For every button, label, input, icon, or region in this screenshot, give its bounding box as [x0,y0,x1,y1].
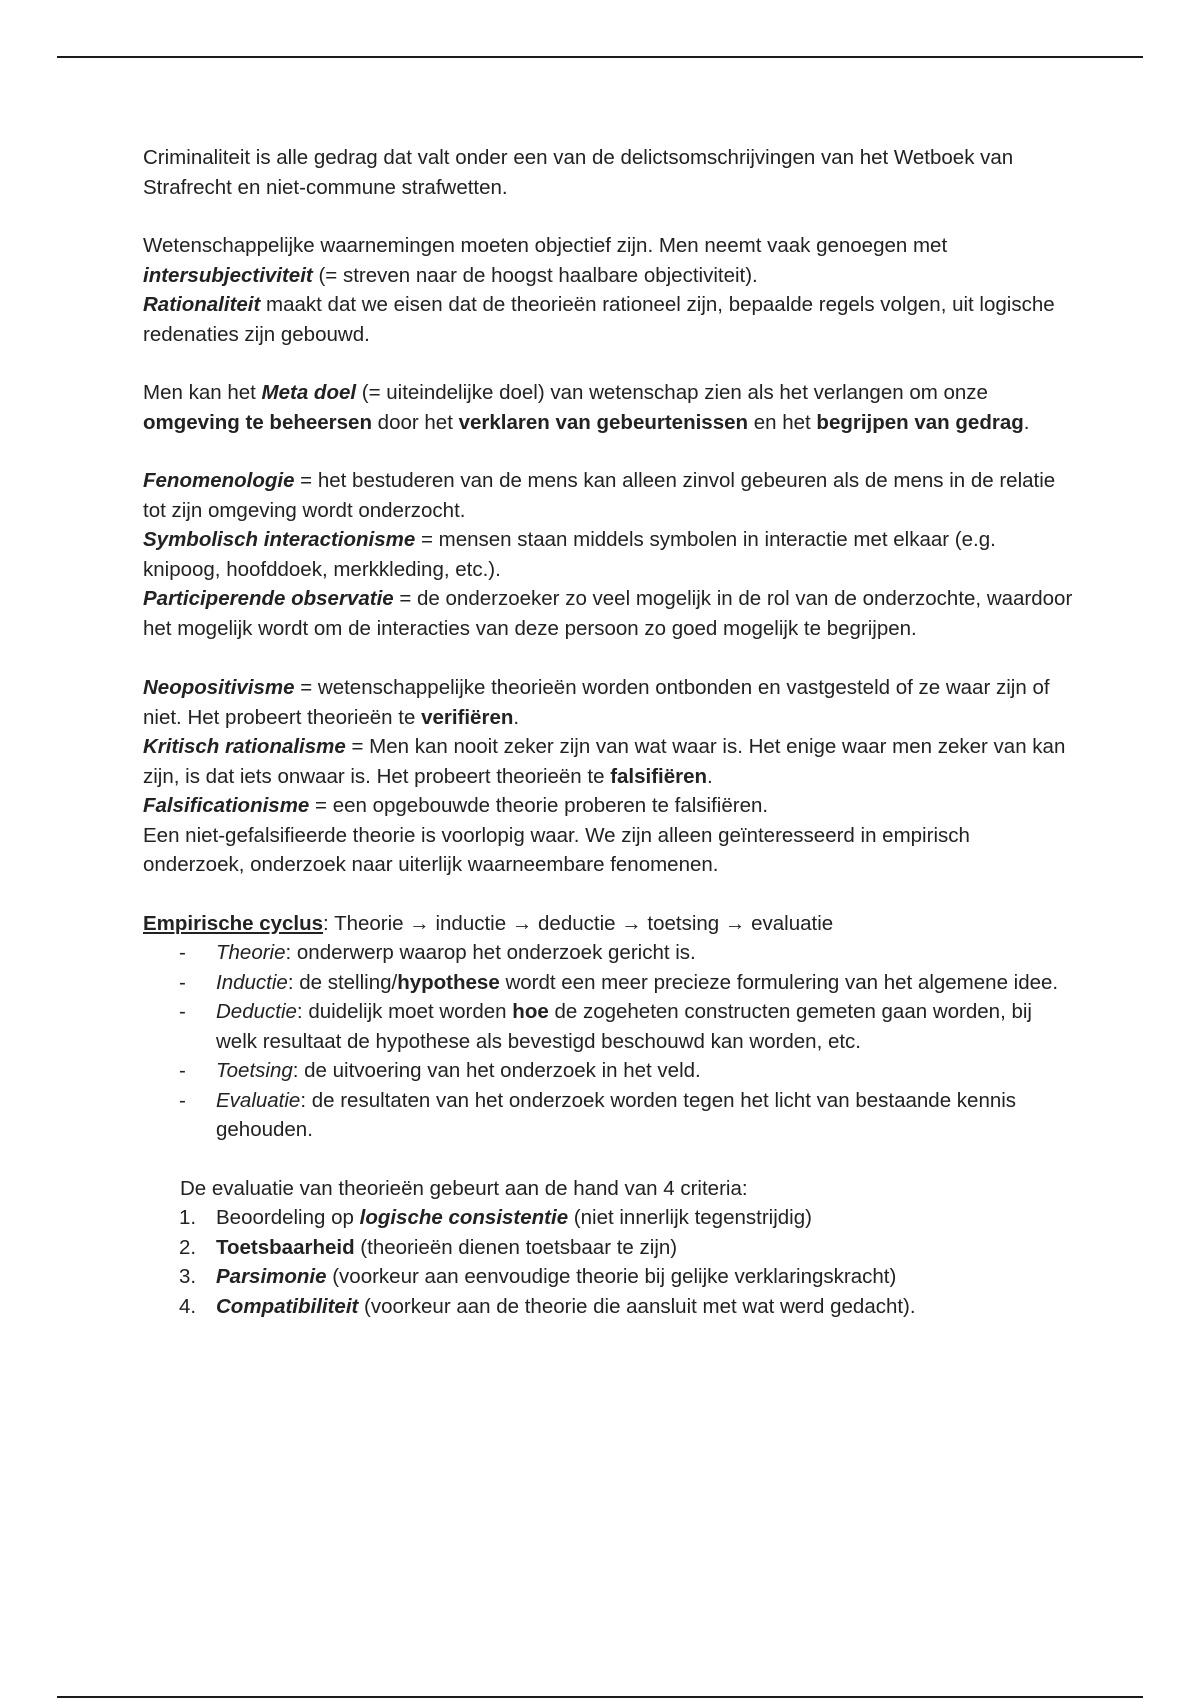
list-item: - Inductie: de stelling/hypothese wordt een meer precieze formulering van het algemene idee. [216,968,1073,998]
term-meta-doel: Meta doel [261,381,357,404]
paragraph-metadoel: Men kan het Meta doel (= uiteindelijke doel) van wetenschap zien als het verlangen om onze omgeving te beheersen door het verklaren van gebeurtenissen en het begrijpen van gedrag. [143,381,1030,434]
term-participerende-observatie: Participerende observatie [143,587,394,610]
definition-kritisch-rationalisme: Kritisch rationalisme = Men kan nooit zeker zijn van wat waar is. Het enige waar men zeker van kan zijn, is dat iets onwaar is. Het probeert theorieën te falsifiëren. [143,735,1066,788]
section-stromingen [143,466,1073,643]
list-item: - Toetsing: de uitvoering van het onderzoek in het veld. [216,1056,1073,1086]
term-kritisch-rationalisme: Kritisch rationalisme [143,735,346,758]
paragraph-objectiviteit: Wetenschappelijke waarnemingen moeten objectief zijn. Men neemt vaak genoegen met intersubjectiviteit (= streven naar de hoogst haalbare objectiviteit). Rationaliteit maakt dat we eisen dat de theorieën rationeel zijn, bepaalde regels volgen, uit logische redenaties zijn gebouwd. [143,234,1055,346]
term-falsificationisme: Falsificationisme [143,794,310,817]
criteria-intro: De evaluatie van theorieën gebeurt aan de hand van 4 criteria: [180,1176,748,1200]
definition-falsificationisme: Falsificationisme = een opgebouwde theorie proberen te falsifiëren. [143,794,769,817]
definition-symbolisch-interactionisme: Symbolisch interactionisme = mensen staan middels symbolen in interactie met elkaar (e.g. knipoog, hoofddoek, merkkleding, etc.). [143,528,996,581]
paragraph-criminaliteit: Criminaliteit is alle gedrag dat valt onder een van de delictsomschrijvingen van het Wetboek van Strafrecht en niet-commune strafwetten. [143,146,1014,199]
paragraph-niet-gefalsifieerd: Een niet-gefalsifieerde theorie is voorlopig waar. We zijn alleen geïnteresseerd in empirisch onderzoek, onderzoek naar uiterlijk waarneembare fenomenen. [143,823,970,876]
term-fenomenologie: Fenomenologie [143,469,295,492]
empirische-cyclus-heading: Empirische cyclus: Theorie → inductie → deductie → toetsing → evaluatie [143,911,834,935]
term-neopositivisme: Neopositivisme [143,676,295,699]
list-item: 3. Parsimonie (voorkeur aan eenvoudige theorie bij gelijke verklaringskracht) [179,1265,897,1288]
list-item: 2. Toetsbaarheid (theorieën dienen toetsbaar te zijn) [179,1235,678,1259]
section-empirische-cyclus [143,909,1073,1145]
heading-empirische-cyclus: Empirische cyclus [143,911,324,935]
term-symbolisch-interactionisme: Symbolisch interactionisme [143,528,416,551]
list-item: 1. Beoordeling op logische consistentie (niet innerlijk tegenstrijdig) [179,1206,812,1229]
definition-participerende-observatie: Participerende observatie = de onderzoeker zo veel mogelijk in de rol van de onderzochte, waardoor het mogelijk wordt om de interacties van deze persoon zo goed mogelijk te begrijpen. [143,587,1073,640]
section-wetenschapsfilosofie [143,673,1073,880]
definition-neopositivisme: Neopositivisme = wetenschappelijke theorieën worden ontbonden en vastgesteld of ze waar zijn of niet. Het probeert theorieën te verifiëren. [143,676,1050,729]
definition-fenomenologie: Fenomenologie = het bestuderen van de mens kan alleen zinvol gebeuren als de mens in de relatie tot zijn omgeving wordt onderzocht. [143,469,1056,522]
term-rationaliteit: Rationaliteit [143,293,261,316]
list-item: - Evaluatie: de resultaten van het onderzoek worden tegen het licht van bestaande kennis gehouden. [216,1086,1073,1145]
footer-rule [57,1696,1143,1698]
term-intersubjectiviteit: intersubjectiviteit [143,263,313,287]
list-item: - Theorie: onderwerp waarop het onderzoek gericht is. [216,938,1073,968]
criteria-list [143,1203,1073,1321]
cyclus-list [143,938,1073,1145]
header-rule [57,56,1143,58]
document-body [143,143,1073,1321]
section-criteria [143,1174,1073,1204]
list-item: - Deductie: duidelijk moet worden hoe de zogeheten constructen gemeten gaan worden, bij welk resultaat de hypothese als bevestigd beschouwd kan worden, etc. [216,997,1073,1056]
list-item: 4. Compatibiliteit (voorkeur aan de theorie die aansluit met wat werd gedacht). [179,1294,916,1318]
